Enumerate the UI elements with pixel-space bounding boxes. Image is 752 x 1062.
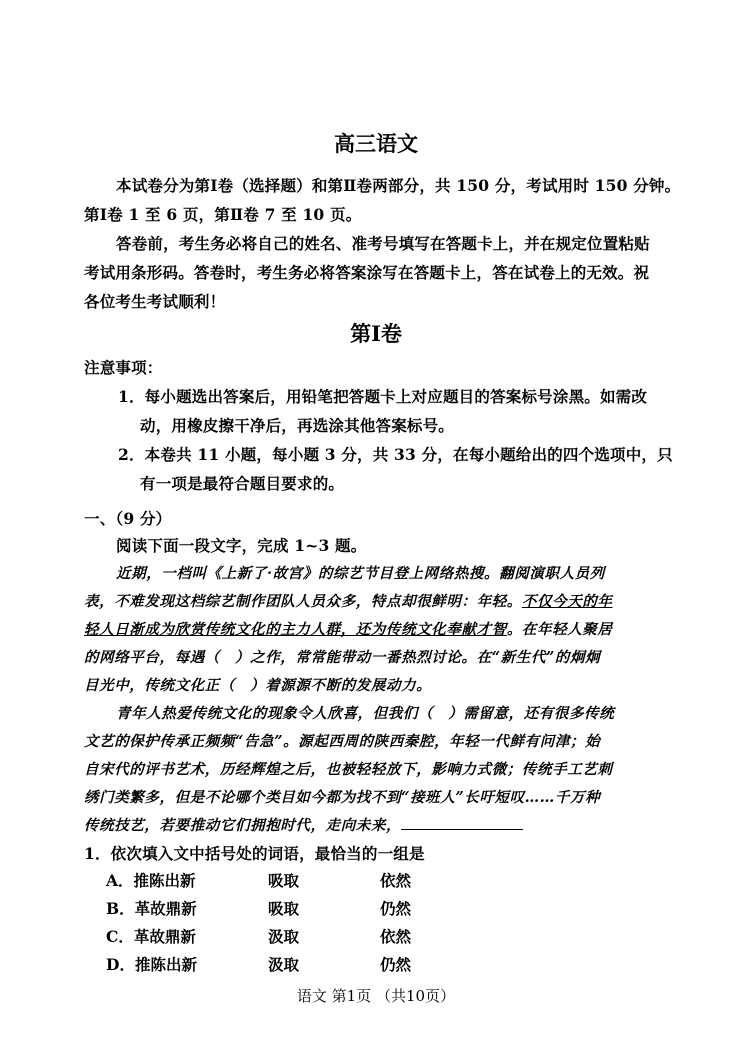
note-item-1-line-1: 1．每小题选出答案后，用铅笔把答题卡上对应题目的答案标号涂黑。如需改 bbox=[118, 387, 648, 406]
option-b-word-1: B．革故鼎新 bbox=[106, 899, 197, 918]
page-footer: 语文 第1页 （共10页） bbox=[296, 987, 456, 1005]
option-a-word-2: 吸取 bbox=[268, 871, 300, 890]
note-item-1-line-2: 动，用橡皮擦干净后，再选涂其他答案标号。 bbox=[140, 416, 455, 435]
option-b-word-2: 吸取 bbox=[268, 899, 300, 918]
part-one-instruction: 阅读下面一段文字，完成 1~3 题。 bbox=[116, 536, 367, 555]
passage-line-10 bbox=[84, 814, 523, 835]
option-d-word-3: 仍然 bbox=[380, 955, 412, 974]
option-d-word-1: D．推陈出新 bbox=[106, 955, 197, 974]
passage-line-8: 自宋代的评书艺术，历经辉煌之后，也被轻轻放下，影响力式微；传统手工艺刺 bbox=[84, 761, 613, 778]
page-title: 高三语文 bbox=[334, 131, 418, 156]
underlined-sentence-part-2: 轻人日渐成为欣赏传统文化的主力人群，还为传统文化奉献才智 bbox=[84, 621, 507, 638]
passage-line-5: 目光中，传统文化正（ ）着源源不断的发展动力。 bbox=[84, 677, 432, 694]
intro-line-3: 答卷前，考生务必将自己的姓名、准考号填写在答题卡上，并在规定位置粘贴 bbox=[116, 234, 650, 253]
passage-line-7: 文艺的保护传承正频频“告急”。源起西周的陕西秦腔，年轻一代鲜有问津；始 bbox=[84, 733, 601, 750]
option-a-word-3: 依然 bbox=[380, 871, 412, 890]
passage-line-1: 近期，一档叫《上新了·故宫》的综艺节目登上网络热搜。翻阅演职人员列 bbox=[116, 565, 605, 582]
option-c-word-2: 汲取 bbox=[268, 927, 300, 946]
option-b-word-3: 仍然 bbox=[380, 899, 412, 918]
passage-line-2 bbox=[84, 590, 613, 611]
section-title: 第Ⅰ卷 bbox=[350, 321, 402, 346]
passage-line-3-text: 。在年轻人聚居 bbox=[506, 621, 613, 638]
option-a-word-1: A．推陈出新 bbox=[106, 871, 196, 890]
option-d-word-2: 汲取 bbox=[268, 955, 300, 974]
intro-line-4: 考试用条形码。答卷时，考生务必将答案涂写在答题卡上，答在试卷上的无效。祝 bbox=[84, 263, 650, 282]
note-item-2-line-1: 2．本卷共 11 小题，每小题 3 分，共 33 分，在每小题给出的四个选项中，只 bbox=[118, 445, 673, 464]
passage-line-6: 青年人热爱传统文化的现象令人欣喜，但我们（ ）需留意，还有很多传统 bbox=[116, 705, 615, 722]
question-1-stem: 1．依次填入文中括号处的词语，最恰当的一组是 bbox=[84, 844, 425, 863]
option-c-word-1: C．革故鼎新 bbox=[106, 927, 196, 946]
passage-line-9: 绣门类繁多，但是不论哪个类目如今都为找不到“接班人”长吁短叹……千万种 bbox=[84, 789, 601, 806]
passage-line-4: 的网络平台，每遇（ ）之作，常常能带动一番热烈讨论。在“新生代”的炯炯 bbox=[84, 649, 601, 666]
option-c-word-3: 依然 bbox=[380, 927, 412, 946]
passage-line-2-text: 表，不难发现这档综艺制作团队人员众多，特点却很鲜明：年轻。 bbox=[84, 593, 522, 610]
intro-line-2: 第Ⅰ卷 1 至 6 页，第Ⅱ卷 7 至 10 页。 bbox=[84, 205, 362, 224]
answer-blank bbox=[401, 817, 523, 830]
passage-line-10-text: 传统技艺，若要推动它们拥抱时代，走向未来， bbox=[84, 817, 402, 834]
intro-line-1: 本试卷分为第Ⅰ卷（选择题）和第Ⅱ卷两部分，共 150 分，考试用时 150 分钟。 bbox=[116, 176, 681, 195]
intro-line-5: 各位考生考试顺利！ bbox=[84, 292, 226, 311]
note-item-2-line-2: 有一项是最符合题目要求的。 bbox=[140, 474, 345, 493]
underlined-sentence-part-1: 不仅今天的年 bbox=[521, 593, 613, 610]
passage-line-3 bbox=[84, 618, 613, 639]
part-one-heading: 一、（9 分） bbox=[84, 509, 172, 528]
notes-heading: 注意事项： bbox=[84, 358, 163, 377]
